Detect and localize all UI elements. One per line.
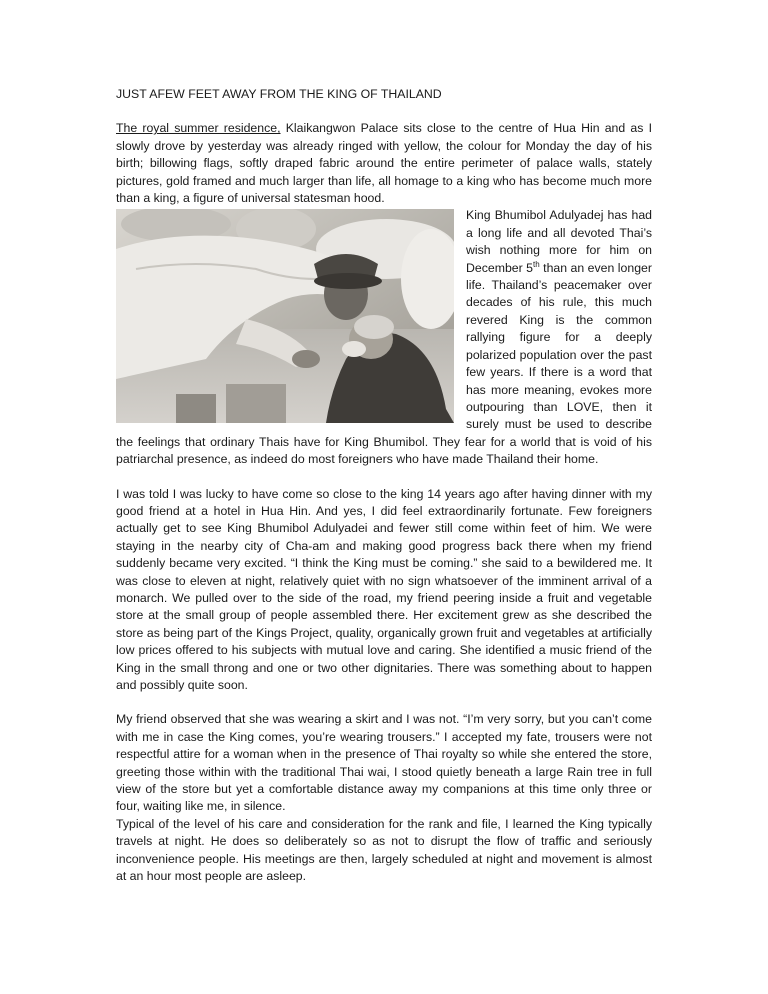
paragraph-1-text: Klaikangwon Palace sits close to the centre of Hua Hin and as I slowly drove by yesterday was already ringed with yellow, the colour for Monday the day of his birth; billowing flags, softly draped fabric around the entire perimeter of palace walls, stately pictures, gold framed and much larger than life, all homage to a king who has become much more than a king, a figure of universal statesman hood. <box>116 121 652 206</box>
paragraph-2 <box>116 207 652 468</box>
paragraph-2-superscript: th <box>533 259 540 269</box>
paragraph-1-lead: The royal summer residence, <box>116 121 281 136</box>
paragraph-1 <box>116 120 652 207</box>
paragraph-2-text-a: King Bhumibol Adulyadej has had a long life and all devoted Thai’s wish nothing more for him on December 5 <box>466 208 652 275</box>
document-title: JUST AFEW FEET AWAY FROM THE KING OF THAILAND <box>116 87 442 101</box>
paragraph-4: My friend observed that she was wearing a skirt and I was not. “I’m very sorry, but you can’t come with me in case the King comes, you’re wearing trousers.” I accepted my fate, trousers were not respectful attire for a woman when in the presence of Thai royalty so while she entered the store, greeting those within with the traditional Thai wai, I stood quietly beneath a large Rain tree in full view of the store but yet a comfortable distance away my companions at this time only three or four, waiting like me, in silence. <box>116 712 652 814</box>
document-page <box>116 86 652 885</box>
paragraph-5: Typical of the level of his care and consideration for the rank and file, I learned the King typically travels at night. He does so deliberately so as not to disrupt the flow of traffic and seriously inconvenience people. His meetings are then, largely scheduled at night and movement is almost at an hour most people are asleep. <box>116 816 652 884</box>
paragraph-2-text-b: than an even longer life. Thailand’s peacemaker over decades of his rule, this much revered King is the common rallying figure for a deeply polarized population over the past few years. If there is a word that has more meaning, evokes more outpouring than LOVE, then it surely must be used to describe the feelings that ordinary Thais have for King Bhumibol. They fear for a world that is void of his patriarchal presence, as indeed do most foreigners who have made Thailand their home. <box>116 260 652 467</box>
king-photo <box>116 209 454 423</box>
paragraph-3: I was told I was lucky to have come so close to the king 14 years ago after having dinner with my good friend at a hotel in Hua Hin. And yes, I did feel extraordinarily fortunate. Few foreigners actually get to see King Bhumibol Adulyadei and fewer still come within feet of him. We were staying in the nearby city of Cha-am and making good progress back there when my friend suddenly became very excited. “I think the King must be coming.” she said to a bewildered me. It was close to eleven at night, relatively quiet with no sign whatsoever of the imminent arrival of a monarch. We pulled over to the side of the road, my friend peering inside a fruit and vegetable store at the small group of people assembled there. Her excitement grew as she described the store as being part of the Kings Project, quality, organically grown fruit and vegetables at artificially low prices offered to his subjects with mutual love and caring. She identified a music friend of the King in the small throng and one or two other dignitaries. There was something about to happen and possibly quite soon. <box>116 486 652 692</box>
